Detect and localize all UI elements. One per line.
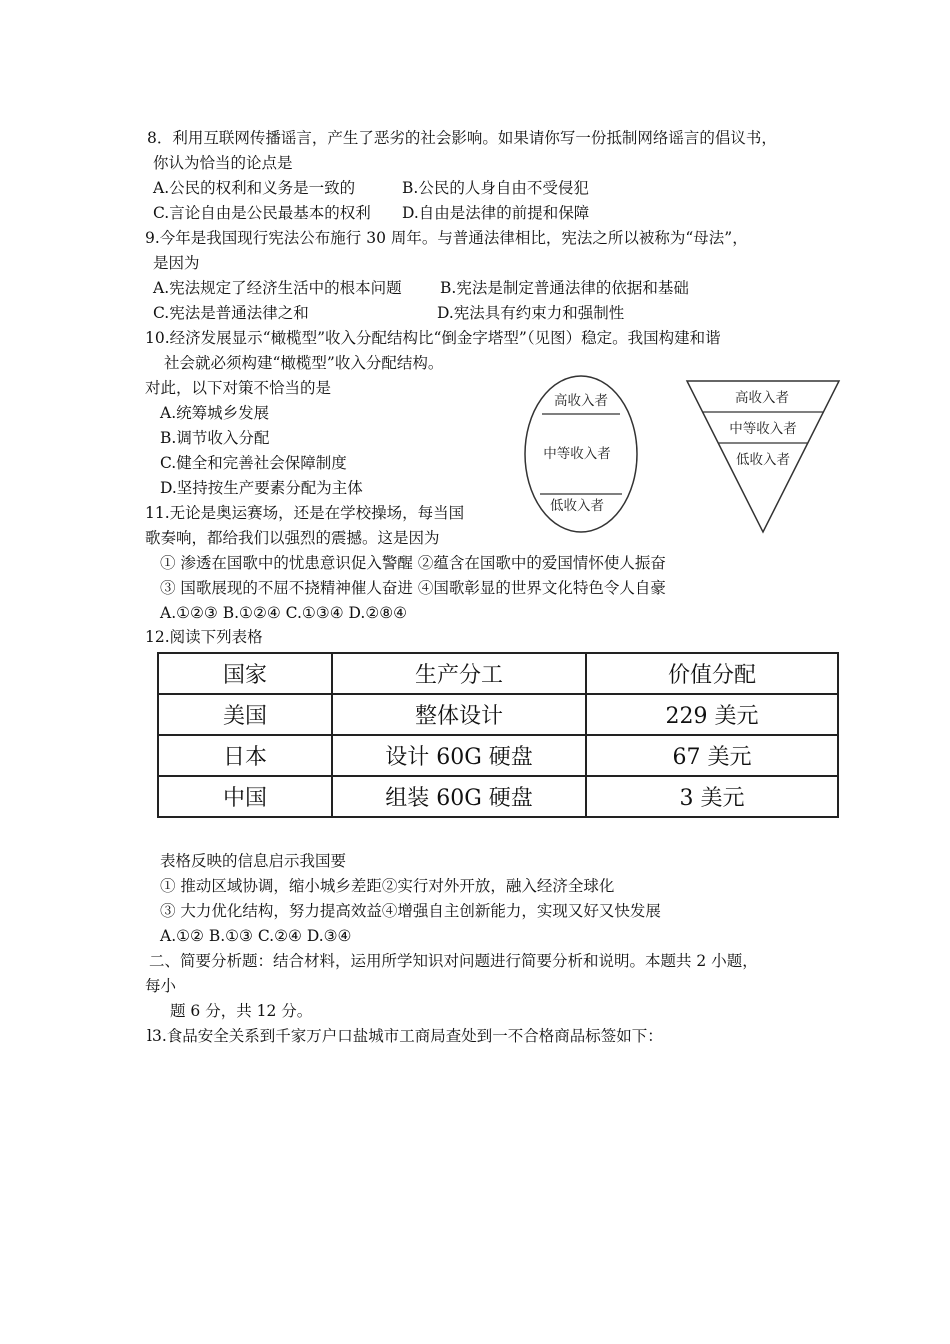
table-cell: 229 美元 bbox=[586, 694, 838, 735]
section2-heading-line3: 题 6 分，共 12 分。 bbox=[170, 1002, 313, 1020]
q9-option-d: D.宪法具有约束力和强制性 bbox=[437, 304, 625, 322]
table-header-row bbox=[158, 653, 838, 694]
q12-statements-2: ③ 大力优化结构，努力提高效益④增强自主创新能力，实现又好又快发展 bbox=[160, 902, 661, 920]
q8-stem-line1: 8．利用互联网传播谣言，产生了恶劣的社会影响。如果请你写一份抵制网络谣言的倡议书， bbox=[147, 129, 777, 147]
q9-option-b: B.宪法是制定普通法律的依据和基础 bbox=[440, 279, 689, 297]
q11-statements-1: ① 渗透在国歌中的忧患意识促入警醒 ②蕴含在国歌中的爱国情怀使人振奋 bbox=[160, 554, 666, 572]
table-cell: 3 美元 bbox=[586, 776, 838, 817]
olive-label-high: 高收入者 bbox=[554, 393, 608, 409]
olive-label-middle: 中等收入者 bbox=[543, 446, 611, 462]
q9-stem-line2: 是因为 bbox=[153, 254, 200, 272]
table-header: 生产分工 bbox=[332, 653, 586, 694]
table-cell: 整体设计 bbox=[332, 694, 586, 735]
section2-heading-line1: 二、简要分析题：结合材料，运用所学知识对问题进行简要分析和说明。本题共 2 小题， bbox=[149, 952, 758, 970]
q9-option-a: A.宪法规定了经济生活中的根本问题 bbox=[153, 279, 402, 297]
table-header: 价值分配 bbox=[586, 653, 838, 694]
income-structure-diagram bbox=[515, 372, 845, 537]
q12-statements-1: ① 推动区域协调，缩小城乡差距②实行对外开放，融入经济全球化 bbox=[160, 877, 615, 895]
q8-option-a: A.公民的权利和义务是一致的 bbox=[153, 179, 356, 197]
q10-option-a: A.统筹城乡发展 bbox=[160, 404, 270, 422]
q12-after-line1: 表格反映的信息启示我国要 bbox=[160, 852, 347, 870]
table-cell: 美国 bbox=[158, 694, 332, 735]
q12-answers: A.①② B.①③ C.②④ D.③④ bbox=[160, 927, 352, 945]
table-cell: 67 美元 bbox=[586, 735, 838, 776]
q8-option-b: B.公民的人身自由不受侵犯 bbox=[402, 179, 589, 197]
table-cell: 日本 bbox=[158, 735, 332, 776]
q9-option-c: C.宪法是普通法律之和 bbox=[153, 304, 309, 322]
q12-stem: 12.阅读下列表格 bbox=[145, 628, 263, 646]
q8-option-c: C.言论自由是公民最基本的权利 bbox=[153, 204, 371, 222]
q11-answers: A.①②③ B.①②④ C.①③④ D.②⑧④ bbox=[160, 604, 408, 622]
value-chain-table bbox=[157, 652, 839, 818]
q8-stem-line2: 你认为恰当的论点是 bbox=[153, 154, 293, 172]
table-cell: 组装 60G 硬盘 bbox=[332, 776, 586, 817]
table-cell: 设计 60G 硬盘 bbox=[332, 735, 586, 776]
q10-stem-line2: 社会就必须构建“橄榄型”收入分配结构。 bbox=[164, 354, 444, 372]
q13-stem: l3.食品安全关系到千家万户口盐城市工商局查处到一不合格商品标签如下： bbox=[147, 1027, 663, 1045]
q11-stem-line2: 歌奏响，都给我们以强烈的震撼。这是因为 bbox=[145, 529, 440, 547]
pyramid-label-middle: 中等收入者 bbox=[729, 421, 797, 437]
table-row bbox=[158, 735, 838, 776]
q10-stem-line3: 对此，以下对策不恰当的是 bbox=[145, 379, 332, 397]
table-header: 国家 bbox=[158, 653, 332, 694]
q11-statements-2: ③ 国歌展现的不屈不挠精神催人奋进 ④国歌彰显的世界文化特色令人自豪 bbox=[160, 579, 666, 597]
olive-label-low: 低收入者 bbox=[550, 498, 604, 514]
q10-option-b: B.调节收入分配 bbox=[160, 429, 270, 447]
q10-stem-line1: 10.经济发展显示“橄榄型”收入分配结构比“倒金字塔型”（见图）稳定。我国构建和谐 bbox=[145, 329, 721, 347]
q10-option-c: C.健全和完善社会保障制度 bbox=[160, 454, 347, 472]
q10-option-d: D.坚持按生产要素分配为主体 bbox=[160, 479, 363, 497]
pyramid-label-low: 低收入者 bbox=[736, 452, 790, 468]
table-cell: 中国 bbox=[158, 776, 332, 817]
table-row bbox=[158, 694, 838, 735]
q9-stem-line1: 9.今年是我国现行宪法公布施行 30 周年。与普通法律相比，宪法之所以被称为“母法”， bbox=[145, 229, 748, 247]
q8-option-d: D.自由是法律的前提和保障 bbox=[402, 204, 590, 222]
pyramid-label-high: 高收入者 bbox=[735, 390, 789, 406]
q11-stem-line1: 11.无论是奥运赛场，还是在学校操场，每当国 bbox=[145, 504, 465, 522]
table-row bbox=[158, 776, 838, 817]
section2-heading-line2: 每小 bbox=[145, 977, 177, 995]
